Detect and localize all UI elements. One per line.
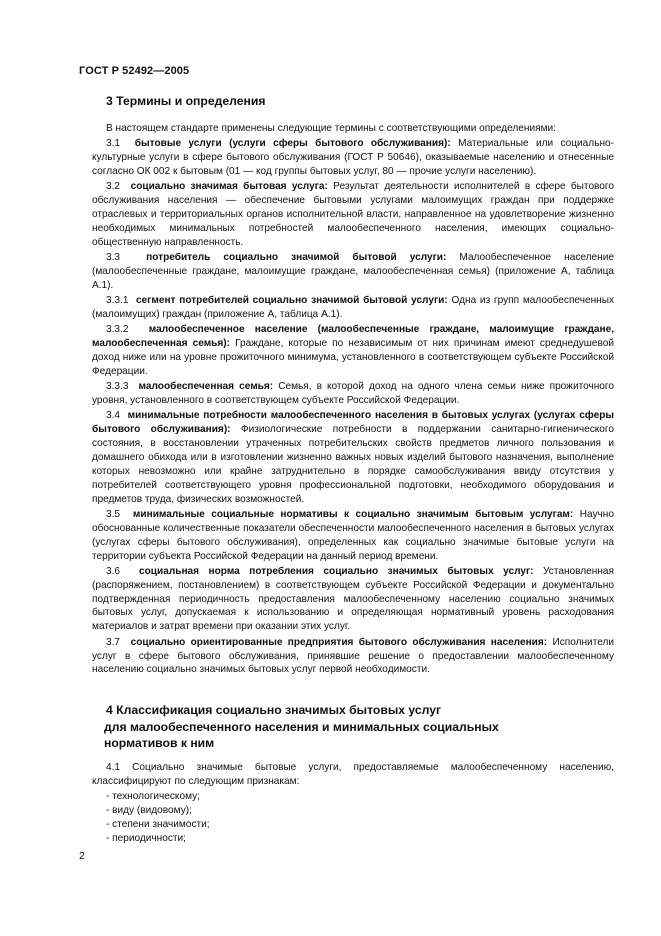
item-number: 3.3: [106, 252, 121, 264]
item-number: 3.7: [106, 636, 121, 648]
item-number: 3.6: [106, 565, 121, 577]
definition-3-3-1: [92, 294, 614, 322]
definition-3-3: [92, 251, 614, 293]
definition-text: Одна из групп малообеспеченных (малоимущих) граждан (приложение А, таблица А.1).: [92, 295, 615, 320]
definition-text: Семья, в которой доход на одного члена семьи ниже прожиточного уровня, установленного в соответствующем субъекте Российской Федерации.: [92, 381, 614, 406]
definition-text: Результат деятельности исполнителей в сфере бытового обслуживания населения — обеспечение бытовыми услугами малоимущих граждан при поддержке отраслевых и территориальных органов исполнительной власти, направленное на удовлетворение жизненно необходимых минимальных потребностей малообеспеченного населения, имеющих социально-общественную направленность.: [92, 181, 614, 248]
section-3-body: [92, 122, 614, 679]
section-4-title: [92, 702, 592, 752]
item-number: 3.5: [106, 508, 121, 520]
term: малообеспеченное население (малообеспеченные граждане, малоимущие граждане, малообеспеченная семья):: [92, 324, 615, 350]
definition-3-7: [92, 636, 614, 678]
definition-3-2: [92, 180, 614, 250]
section-4-title-line-2: для малообеспеченного населения и минимальных социальных: [104, 719, 499, 734]
list-item: - технологическому;: [106, 791, 200, 803]
definition-3-1: [92, 137, 614, 179]
term: малообеспеченная семья:: [138, 381, 274, 393]
item-number: 3.3.3: [106, 381, 129, 393]
section-4-title-line-3: нормативов к ним: [104, 736, 215, 750]
term: бытовые услуги (услуги сферы бытового обслуживания):: [134, 138, 451, 150]
term: социально ориентированные предприятия бытового обслуживания населения:: [130, 636, 548, 648]
paragraph-4-1: 4.1 Социально значимые бытовые услуги, предоставляемые малообеспеченному населению, классифицируют по следующим признакам:: [92, 762, 614, 787]
definition-3-4: [92, 409, 614, 506]
item-number: 3.1: [106, 138, 121, 150]
term: сегмент потребителей социально значимой бытовой услуги:: [135, 295, 448, 307]
definition-text: Установленная (распоряжением, постановлением) в соответствующем субъекте Российской Федерации и документально подтвержденная периодичность предоставления малообеспеченному населению социально значимых бытовых услуг, допускаемая к использованию и определяющая нормативный уровень расходования материалов и затрат времени при оказании этих услуг.: [92, 565, 614, 633]
term: минимальные потребности малообеспеченного населения в бытовых услугах (услугах сферы бытового обслуживания):: [92, 410, 614, 436]
term: потребитель социально значимой бытовой услуги:: [146, 252, 447, 264]
term: социально значимая бытовая услуга:: [130, 181, 328, 193]
definition-3-3-2: [92, 323, 614, 379]
list-item: - степени значимости;: [106, 818, 210, 830]
list-item: - виду (видовому);: [106, 805, 192, 817]
definition-3-6: [92, 565, 614, 635]
definition-3-3-3: [92, 380, 614, 408]
definition-text: Исполнители услуг в сфере бытового обслуживания, принявшие решение о предоставлении малообеспеченному населению социально значимых бытовых услуг первой необходимости.: [92, 636, 615, 676]
item-number: 3.2: [106, 181, 121, 193]
definition-3-5: [92, 508, 614, 564]
section-4-title-line-1: 4 Классификация социально значимых бытовых услуг: [106, 703, 442, 717]
section-4-body: [92, 761, 614, 846]
term: социальная норма потребления социально значимых бытовых услуг:: [139, 565, 534, 577]
list-item: - периодичности;: [106, 832, 186, 844]
term: минимальные социальные нормативы к социально значимым бытовым услугам:: [132, 508, 574, 520]
definition-text: Физиологические потребности в поддержании санитарно-гигиенического состояния, в восстановлении утраченных потребительских свойств предметов личного пользования и домашнего обихода или в изготовлении жизненно важных новых изделий бытового назначения, выполнение которых невозможно или крайне затруднительно в порядке самообслуживания ввиду отсутствия у потребителей соответствующего уровня профессиональной подготовки, необходимого оборудования и предметов труда, физических возможностей.: [92, 424, 614, 505]
item-number: 3.3.1: [106, 295, 129, 307]
section-3-title: 3 Термины и определения: [106, 94, 266, 108]
section-3-intro: В настоящем стандарте применены следующие термины с соответствующими определениями:: [106, 123, 556, 134]
document-header: ГОСТ Р 52492—2005: [79, 65, 190, 77]
definition-text: Граждане, которые по независимым от них причинам имеют среднедушевой доход ниже или на уровне прожиточного минимума, установленного в соответствующем субъекте Российской Федерации.: [92, 338, 614, 377]
classification-list: [92, 790, 614, 846]
item-number: 3.3.2: [106, 324, 129, 336]
definition-text: Малообеспеченное население (малообеспеченные граждане, малоимущие граждане, малообеспеченная семья) (приложение А, таблица А.1).: [92, 252, 614, 291]
item-number: 3.4: [106, 410, 121, 422]
definition-text: Научно обоснованные количественные показатели обеспеченности малообеспеченного населения в бытовых услугах (услугах сферы бытового обслуживания), определенных как социально значимые бытовые услуги на территории субъекта Российской Федерации на данный период времени.: [92, 508, 614, 562]
definition-text: Материальные или социально-культурные услуги в сфере бытового обслуживания (ГОСТ Р 50646), оказываемые населению и отнесенные согласно ОК 002 к бытовым (01 — код группы бытовых услуг, 80 — прочие услуги населению).: [92, 138, 614, 178]
page-number: 2: [79, 850, 85, 862]
